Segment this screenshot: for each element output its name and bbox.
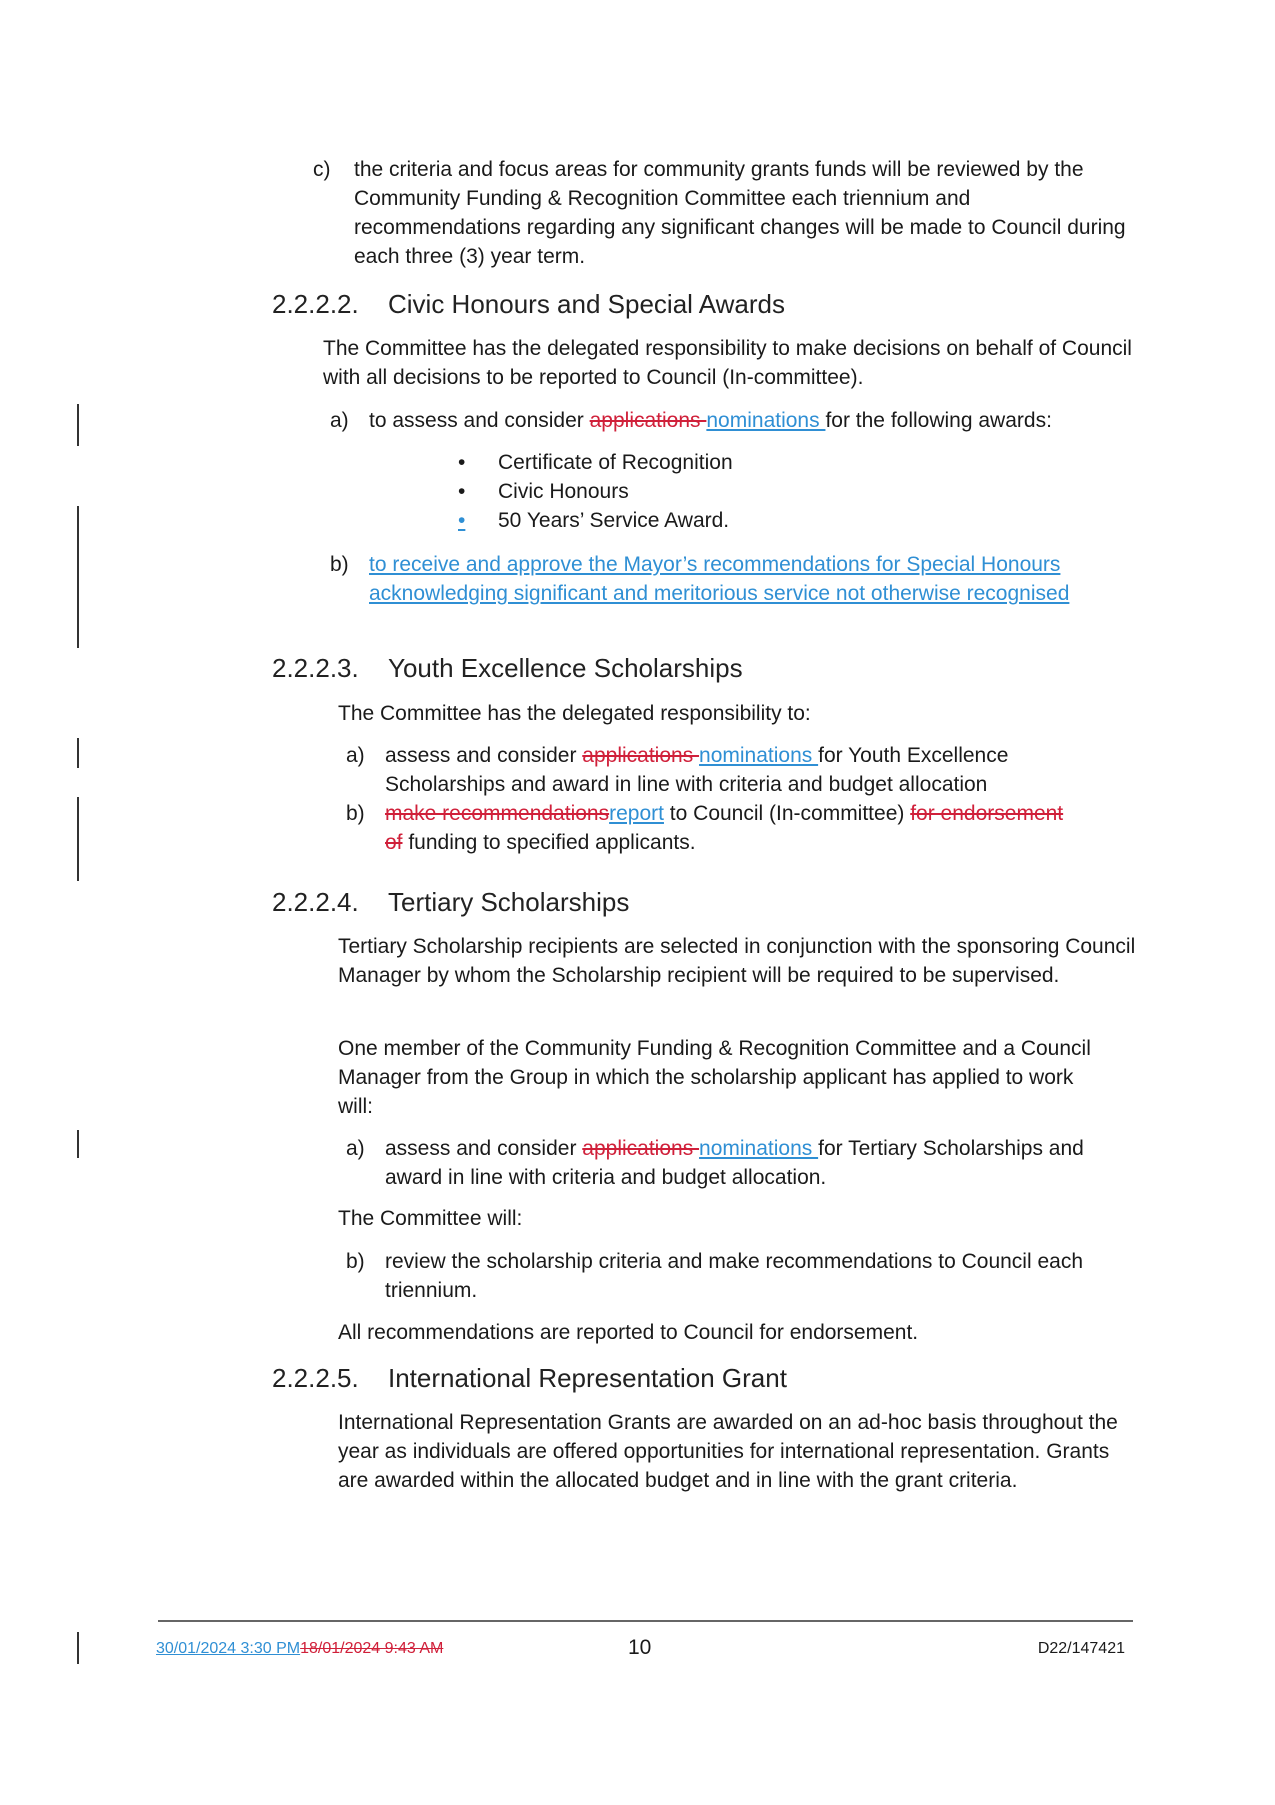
list-item-a bbox=[330, 406, 1130, 435]
deleted-text: for endorsement of bbox=[385, 802, 1064, 854]
section-number: 2.2.2.5. bbox=[272, 1363, 359, 1393]
list-item-b bbox=[330, 550, 1130, 608]
paragraph: International Representation Grants are awarded on an ad-hoc basis throughout the year as individuals are offered opportunities for international representation. Grants are awarded within the allocated budget and in line with the grant criteria. bbox=[338, 1411, 1118, 1492]
list-text: the criteria and focus areas for community grants funds will be reviewed by the Community Funding & Recognition Committee each triennium and recommendations regarding any significant changes will be made to Council during each three (3) year term. bbox=[354, 158, 1126, 268]
list-item-b bbox=[346, 799, 1066, 857]
list-text: to assess and consider applications nominations for the following awards: bbox=[369, 409, 1052, 432]
inserted-text: 30/01/2024 3:30 PM bbox=[156, 1640, 301, 1657]
page-number: 10 bbox=[628, 1636, 652, 1659]
list-text: review the scholarship criteria and make recommendations to Council each triennium. bbox=[385, 1250, 1084, 1302]
list-item: • Certificate of Recognition bbox=[458, 448, 958, 477]
change-bar bbox=[77, 404, 79, 446]
bullet-icon: • bbox=[458, 480, 466, 503]
bullet-icon: • bbox=[458, 451, 466, 474]
list-item-a bbox=[346, 741, 1066, 799]
list-item: • Civic Honours bbox=[458, 477, 958, 506]
inserted-text: report bbox=[609, 802, 664, 825]
list-label: a) bbox=[346, 744, 365, 767]
paragraph: The Committee has the delegated responsibility to: bbox=[338, 702, 811, 725]
inserted-text: nominations bbox=[699, 1137, 819, 1160]
section-title: Youth Excellence Scholarships bbox=[388, 653, 743, 683]
list-label: b) bbox=[346, 1250, 365, 1273]
list-item: • 50 Years’ Service Award. bbox=[458, 506, 958, 535]
section-title: Tertiary Scholarships bbox=[388, 887, 630, 917]
list-item-b bbox=[346, 1247, 1126, 1305]
paragraph: All recommendations are reported to Council for endorsement. bbox=[338, 1321, 919, 1344]
change-bar bbox=[77, 738, 79, 768]
section-number: 2.2.2.2. bbox=[272, 289, 359, 319]
footer-divider bbox=[158, 1620, 1133, 1622]
inserted-text: nominations bbox=[699, 744, 819, 767]
list-label: a) bbox=[330, 409, 349, 432]
deleted-text: applications bbox=[582, 744, 700, 767]
list-item-c bbox=[313, 155, 1133, 271]
deleted-text: make recommendations bbox=[385, 802, 610, 825]
section-heading-2225 bbox=[272, 1362, 787, 1394]
list-text: assess and consider applications nominations for Youth Excellence Scholarships and award in line with criteria and budget allocation bbox=[385, 744, 1009, 796]
list-label: b) bbox=[346, 802, 365, 825]
list-text: make recommendationsreport to Council (In-committee) for endorsement of funding to specified applicants. bbox=[385, 802, 1064, 854]
paragraph: The Committee will: bbox=[338, 1207, 523, 1230]
section-heading-2223 bbox=[272, 652, 743, 684]
list-item-a bbox=[346, 1134, 1126, 1192]
deleted-text: applications bbox=[589, 409, 707, 432]
paragraph: One member of the Community Funding & Recognition Committee and a Council Manager from the Group in which the scholarship applicant has applied to work will: bbox=[338, 1037, 1091, 1118]
paragraph: Tertiary Scholarship recipients are selected in conjunction with the sponsoring Council Manager by whom the Scholarship recipient will be required to be supervised. bbox=[338, 935, 1136, 987]
bullet-list bbox=[458, 448, 958, 535]
change-bar bbox=[77, 506, 79, 648]
deleted-text: 18/01/2024 9:43 AM bbox=[300, 1640, 444, 1657]
bullet-icon: • bbox=[458, 509, 466, 532]
list-text: assess and consider applications nominations for Tertiary Scholarships and award in line with criteria and budget allocation. bbox=[385, 1137, 1084, 1189]
paragraph: The Committee has the delegated responsibility to make decisions on behalf of Council with all decisions to be reported to Council (In-committee). bbox=[323, 337, 1132, 389]
change-bar bbox=[77, 797, 79, 881]
change-bar bbox=[77, 1130, 79, 1158]
section-number: 2.2.2.4. bbox=[272, 887, 359, 917]
list-label: b) bbox=[330, 553, 349, 576]
footer-date bbox=[156, 1638, 443, 1660]
section-title: International Representation Grant bbox=[388, 1363, 787, 1393]
inserted-text: nominations bbox=[706, 409, 826, 432]
section-heading-2224 bbox=[272, 886, 629, 918]
section-title: Civic Honours and Special Awards bbox=[388, 289, 785, 319]
document-id: D22/147421 bbox=[1037, 1640, 1125, 1657]
list-label: c) bbox=[313, 158, 331, 181]
section-number: 2.2.2.3. bbox=[272, 653, 359, 683]
list-label: a) bbox=[346, 1137, 365, 1160]
section-heading-2222 bbox=[272, 288, 785, 320]
inserted-text: to receive and approve the Mayor’s recommendations for Special Honours acknowledging significant and meritorious service not otherwise recognised bbox=[369, 553, 1070, 605]
deleted-text: applications bbox=[582, 1137, 700, 1160]
change-bar bbox=[77, 1632, 79, 1664]
